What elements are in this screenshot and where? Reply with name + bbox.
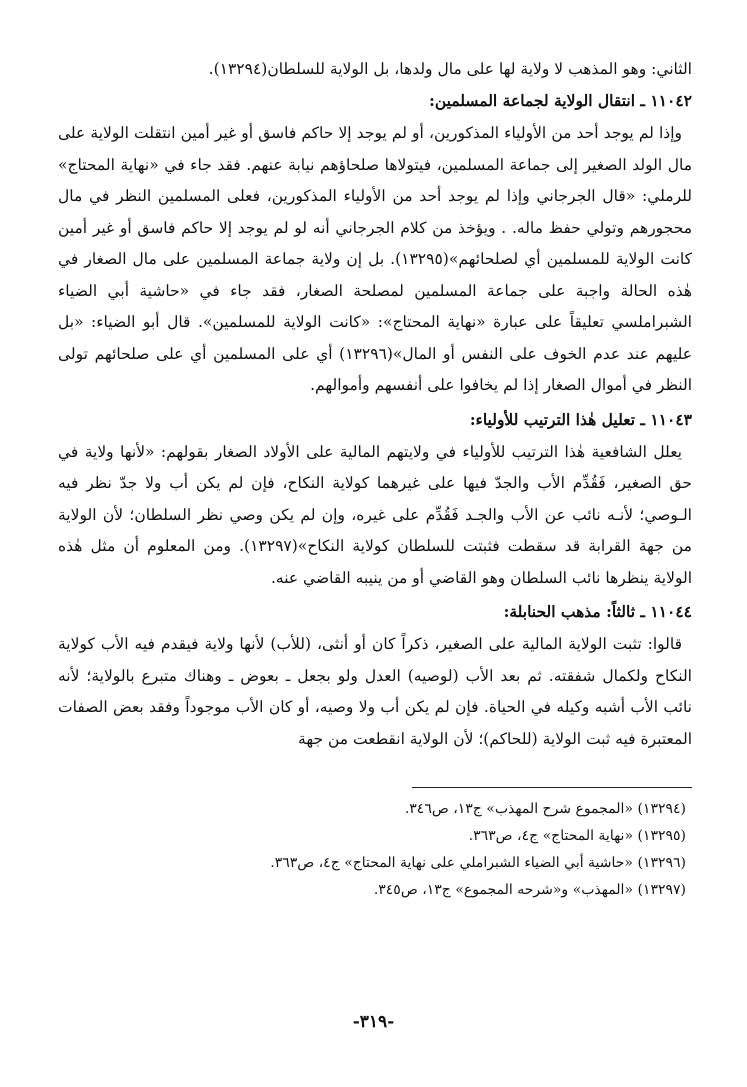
section-paragraph: قالوا: تثبت الولاية المالية على الصغير، ذكراً كان أو أنثى، (للأب) لأنها ولاية فيقدم فيه الأب كولاية النكاح ولكمال شفقته. ثم بعد الأب (لوصيه) العدل ولو بجعل ـ بعوض ـ وهناك متبرع بالولاية؛ لأنه نائب الأب أشبه وكيله في الحياة. فإن لم يكن أب ولا وصيه، أو كان الأب موجوداً وفقد بعض الصفات المعتبرة فيه ثبت الولاية (للحاكم)؛ لأن الولاية انقطعت من جهة (58, 635, 692, 748)
section-heading: ١١٠٤٣ ـ تعليل هٰذا الترتيب للأولياء: (469, 409, 692, 429)
section-paragraph: يعلل الشافعية هٰذا الترتيب للأولياء في ولايتهم المالية على الأولاد الصغار بقولهم: «لأنها ولاية في حق الصغير، فَقُدِّم الأب والجدّ فيها على غيرهما كولاية النكاح، فإن لم يكن أب ولا جدّ نظر فيه الـوصي؛ لأنـه نائب عن الأب والجـد فَقُدِّم على غيره، وإن لم يكن وصي نظر السلطان؛ لأن الولاية من جهة القرابة قد سقطت فثبتت للسلطان كولاية النكاح»(١٣٢٩٧). ومن المعلوم أن مثل هٰذه الولاية ينظرها نائب السلطان وهو القاضي أو من ينيبه القاضي عنه. (58, 442, 692, 587)
footnote-item: (١٣٢٩٥) «نهاية المحتاج» ج٤، ص٣٦٣. (468, 828, 686, 844)
opening-paragraph: الثاني: وهو المذهب لا ولاية لها على مال ولدها، بل الولاية للسلطان(١٣٢٩٤). (208, 60, 692, 78)
footnote-item: (١٣٢٩٤) «المجموع شرح المهذب» ج١٣، ص٣٤٦. (404, 801, 686, 817)
section-heading: ١١٠٤٢ ـ انتقال الولاية لجماعة المسلمين: (429, 91, 692, 110)
footnote-divider (412, 787, 692, 788)
page-number: -٣١٩- (352, 1012, 395, 1032)
section-transfer-to-muslim-community (58, 87, 692, 402)
section-paragraph: وإذا لم يوجد أحد من الأولياء المذكورين، أو لم يوجد إلا حاكم فاسق أو غير أمين انتقلت الولاية على مال الولد الصغير إلى جماعة المسلمين، فيتولاها صلحاؤهم نيابة عنهم. فقد جاء في «نهاية المحتاج» للرملي: «قال الجرجاني وإذا لم يوجد أحد من الأولياء المذكورين، فعلى المسلمين النظر في مال محجورهم وتولي حفظ ماله. . ويؤخذ من كلام الجرجاني أنه لو لم يوجد إلا حاكم فاسق أو غير أمين كانت الولاية للمسلمين أي لصلحائهم»(١٣٢٩٥). بل إن ولاية جماعة المسلمين على مال الصغار في هٰذه الحالة واجبة على جماعة المسلمين لمصلحة الصغار، فقد جاء في «حاشية أبي الضياء الشبراملسي تعليقاً على عبارة «نهاية المحتاج»: «كانت الولاية للمسلمين». قال أبو الضياء: «بل عليهم عند عدم الخوف على النفس أو المال»(١٣٢٩٦) أي على المسلمين أي على صلحائهم تولى النظر في أموال الصغار إذا لم يخافوا على أنفسهم وأموالهم. (58, 124, 693, 394)
section-ordering-rationale (58, 406, 692, 595)
section-heading: ١١٠٤٤ ـ ثالثاً: مذهب الحنابلة: (503, 602, 692, 621)
footnotes (58, 796, 692, 904)
footnote-item: (١٣٢٩٦) «حاشية أبي الضياء الشبراملي على نهاية المحتاج» ج٤، ص٣٦٣. (270, 855, 686, 871)
section-hanbali-school (58, 598, 692, 755)
footnote-item: (١٣٢٩٧) «المهذب» و«شرحه المجموع» ج١٣، ص٣٤٥. (373, 882, 686, 898)
